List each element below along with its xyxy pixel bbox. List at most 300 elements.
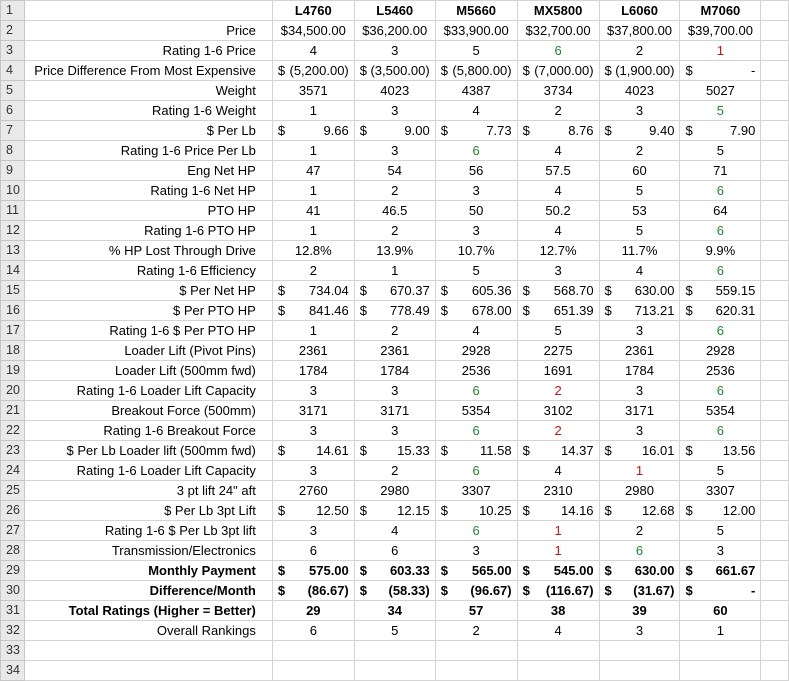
data-cell[interactable]: 71 — [680, 161, 761, 181]
data-cell[interactable]: 2980 — [599, 481, 680, 501]
empty-cell[interactable] — [761, 421, 789, 441]
data-cell[interactable]: 3 — [599, 321, 680, 341]
data-cell[interactable]: 3171 — [272, 401, 354, 421]
empty-cell[interactable] — [761, 441, 789, 461]
data-cell[interactable]: 4023 — [354, 81, 435, 101]
row-label-cell[interactable]: Rating 1-6 Weight — [24, 101, 272, 121]
row-label-cell[interactable]: Rating 1-6 PTO HP — [24, 221, 272, 241]
data-cell[interactable]: 6 — [680, 381, 761, 401]
data-cell[interactable]: 3 — [272, 381, 354, 401]
empty-cell[interactable] — [761, 241, 789, 261]
row-header[interactable]: 12 — [1, 221, 25, 241]
data-cell[interactable] — [599, 301, 680, 321]
data-cell[interactable]: 3 — [599, 381, 680, 401]
data-cell[interactable]: 6 — [680, 221, 761, 241]
data-cell[interactable] — [517, 281, 599, 301]
row-header[interactable]: 23 — [1, 441, 25, 461]
data-cell[interactable]: 5 — [599, 221, 680, 241]
data-cell[interactable]: 6 — [599, 541, 680, 561]
data-cell[interactable] — [354, 501, 435, 521]
data-cell[interactable]: 6 — [435, 421, 517, 441]
row-label-cell[interactable]: Rating 1-6 Loader Lift Capacity — [24, 461, 272, 481]
data-cell[interactable]: 1691 — [517, 361, 599, 381]
data-cell[interactable]: $32,700.00 — [517, 21, 599, 41]
data-cell[interactable]: 3171 — [354, 401, 435, 421]
data-cell[interactable]: 2 — [599, 41, 680, 61]
empty-cell[interactable] — [761, 581, 789, 601]
data-cell[interactable]: 5 — [680, 461, 761, 481]
data-cell[interactable]: 3 — [272, 521, 354, 541]
data-cell[interactable] — [354, 581, 435, 601]
data-cell[interactable] — [354, 121, 435, 141]
data-cell[interactable]: 5 — [680, 521, 761, 541]
data-cell[interactable]: 1 — [680, 621, 761, 641]
row-header[interactable]: 17 — [1, 321, 25, 341]
row-header[interactable]: 2 — [1, 21, 25, 41]
row-label-cell[interactable]: Monthly Payment — [24, 561, 272, 581]
data-cell[interactable]: 2 — [354, 221, 435, 241]
data-cell[interactable]: 47 — [272, 161, 354, 181]
data-cell[interactable] — [354, 561, 435, 581]
data-cell[interactable]: 3 — [435, 221, 517, 241]
data-cell[interactable] — [599, 501, 680, 521]
row-header[interactable]: 29 — [1, 561, 25, 581]
empty-cell[interactable] — [680, 641, 761, 661]
data-cell[interactable]: 1784 — [599, 361, 680, 381]
data-cell[interactable] — [517, 61, 599, 81]
data-cell[interactable] — [680, 581, 761, 601]
data-cell[interactable]: 2361 — [599, 341, 680, 361]
data-cell[interactable]: 5 — [435, 41, 517, 61]
row-label-cell[interactable]: $ Per Lb — [24, 121, 272, 141]
empty-cell[interactable] — [761, 221, 789, 241]
empty-cell[interactable] — [761, 41, 789, 61]
data-cell[interactable] — [435, 301, 517, 321]
row-header[interactable]: 24 — [1, 461, 25, 481]
row-label-cell[interactable]: % HP Lost Through Drive — [24, 241, 272, 261]
data-cell[interactable]: 1 — [272, 181, 354, 201]
row-label-cell[interactable]: $ Per Lb Loader lift (500mm fwd) — [24, 441, 272, 461]
data-cell[interactable]: 2 — [272, 261, 354, 281]
data-cell[interactable]: 3 — [272, 461, 354, 481]
empty-cell[interactable] — [761, 461, 789, 481]
data-cell[interactable]: 50 — [435, 201, 517, 221]
row-label-cell[interactable]: Rating 1-6 Price Per Lb — [24, 141, 272, 161]
data-cell[interactable]: 2 — [599, 521, 680, 541]
data-cell[interactable]: 46.5 — [354, 201, 435, 221]
data-cell[interactable] — [599, 61, 680, 81]
data-cell[interactable]: 2 — [354, 321, 435, 341]
data-cell[interactable]: 3307 — [680, 481, 761, 501]
empty-cell[interactable] — [761, 501, 789, 521]
data-cell[interactable]: 3 — [435, 181, 517, 201]
data-cell[interactable]: 3 — [272, 421, 354, 441]
row-label-cell[interactable]: $ Per Lb 3pt Lift — [24, 501, 272, 521]
data-cell[interactable]: 2 — [354, 461, 435, 481]
data-cell[interactable] — [680, 501, 761, 521]
data-cell[interactable]: 2 — [435, 621, 517, 641]
data-cell[interactable] — [435, 501, 517, 521]
data-cell[interactable]: 3 — [354, 381, 435, 401]
data-cell[interactable]: 6 — [435, 381, 517, 401]
data-cell[interactable] — [354, 301, 435, 321]
data-cell[interactable]: 1 — [272, 221, 354, 241]
empty-cell[interactable] — [761, 361, 789, 381]
row-header[interactable]: 8 — [1, 141, 25, 161]
data-cell[interactable]: 5354 — [680, 401, 761, 421]
empty-cell[interactable] — [761, 261, 789, 281]
row-label-cell[interactable]: Rating 1-6 Efficiency — [24, 261, 272, 281]
data-cell[interactable]: 6 — [272, 621, 354, 641]
row-header[interactable]: 1 — [1, 1, 25, 21]
data-cell[interactable]: 4 — [272, 41, 354, 61]
data-cell[interactable]: 5 — [354, 621, 435, 641]
row-label-cell[interactable]: Loader Lift (500mm fwd) — [24, 361, 272, 381]
row-header[interactable]: 32 — [1, 621, 25, 641]
data-cell[interactable]: 11.7% — [599, 241, 680, 261]
data-cell[interactable]: 2310 — [517, 481, 599, 501]
row-header[interactable]: 7 — [1, 121, 25, 141]
data-cell[interactable]: 6 — [517, 41, 599, 61]
data-cell[interactable]: 3 — [354, 141, 435, 161]
empty-cell[interactable] — [354, 641, 435, 661]
data-cell[interactable] — [272, 501, 354, 521]
data-cell[interactable] — [680, 441, 761, 461]
data-cell[interactable]: 1 — [272, 321, 354, 341]
data-cell[interactable]: 1784 — [354, 361, 435, 381]
data-cell[interactable]: 4 — [517, 461, 599, 481]
data-cell[interactable]: 4 — [435, 101, 517, 121]
data-cell[interactable]: 2361 — [272, 341, 354, 361]
row-label-cell[interactable]: Loader Lift (Pivot Pins) — [24, 341, 272, 361]
data-cell[interactable] — [435, 441, 517, 461]
empty-cell[interactable] — [761, 101, 789, 121]
data-cell[interactable] — [599, 581, 680, 601]
empty-cell[interactable] — [761, 561, 789, 581]
data-cell[interactable]: $33,900.00 — [435, 21, 517, 41]
data-cell[interactable]: 57 — [435, 601, 517, 621]
data-cell[interactable]: 41 — [272, 201, 354, 221]
data-cell[interactable]: 2928 — [435, 341, 517, 361]
data-cell[interactable]: 3307 — [435, 481, 517, 501]
data-cell[interactable]: 2361 — [354, 341, 435, 361]
row-header[interactable]: 20 — [1, 381, 25, 401]
data-cell[interactable]: 3 — [517, 261, 599, 281]
data-cell[interactable] — [517, 581, 599, 601]
empty-cell[interactable] — [761, 341, 789, 361]
data-cell[interactable]: 4 — [354, 521, 435, 541]
empty-cell[interactable] — [761, 641, 789, 661]
row-header[interactable]: 31 — [1, 601, 25, 621]
data-cell[interactable]: 3 — [680, 541, 761, 561]
empty-cell[interactable] — [761, 61, 789, 81]
empty-cell[interactable] — [761, 81, 789, 101]
data-cell[interactable]: 4387 — [435, 81, 517, 101]
data-cell[interactable]: 54 — [354, 161, 435, 181]
row-label-cell[interactable]: Difference/Month — [24, 581, 272, 601]
data-cell[interactable]: 2536 — [680, 361, 761, 381]
data-cell[interactable]: 5 — [517, 321, 599, 341]
row-header[interactable]: 4 — [1, 61, 25, 81]
data-cell[interactable] — [354, 281, 435, 301]
empty-cell[interactable] — [761, 1, 789, 21]
row-label-cell[interactable]: $ Per PTO HP — [24, 301, 272, 321]
row-label-cell[interactable]: Rating 1-6 Net HP — [24, 181, 272, 201]
empty-cell[interactable] — [435, 641, 517, 661]
data-cell[interactable]: 3734 — [517, 81, 599, 101]
data-cell[interactable]: 50.2 — [517, 201, 599, 221]
empty-cell[interactable] — [761, 21, 789, 41]
data-cell[interactable] — [599, 121, 680, 141]
data-cell[interactable] — [517, 301, 599, 321]
data-cell[interactable]: 64 — [680, 201, 761, 221]
row-label-cell[interactable]: Rating 1-6 Breakout Force — [24, 421, 272, 441]
column-header-cell[interactable]: L4760 — [272, 1, 354, 21]
row-header[interactable]: 9 — [1, 161, 25, 181]
row-header[interactable]: 3 — [1, 41, 25, 61]
empty-cell[interactable] — [761, 541, 789, 561]
data-cell[interactable]: 3 — [599, 421, 680, 441]
data-cell[interactable] — [680, 61, 761, 81]
data-cell[interactable]: $34,500.00 — [272, 21, 354, 41]
data-cell[interactable] — [435, 561, 517, 581]
empty-cell[interactable] — [761, 521, 789, 541]
data-cell[interactable]: 1 — [272, 141, 354, 161]
data-cell[interactable]: 5 — [680, 101, 761, 121]
data-cell[interactable]: 57.5 — [517, 161, 599, 181]
data-cell[interactable]: 3 — [599, 101, 680, 121]
row-label-cell[interactable]: Rating 1-6 Loader Lift Capacity — [24, 381, 272, 401]
data-cell[interactable]: 2 — [517, 381, 599, 401]
column-header-cell[interactable]: M7060 — [680, 1, 761, 21]
data-cell[interactable]: 13.9% — [354, 241, 435, 261]
row-header[interactable]: 6 — [1, 101, 25, 121]
data-cell[interactable]: 2 — [354, 181, 435, 201]
data-cell[interactable] — [517, 501, 599, 521]
data-cell[interactable]: 4023 — [599, 81, 680, 101]
data-cell[interactable]: 2275 — [517, 341, 599, 361]
data-cell[interactable] — [599, 561, 680, 581]
data-cell[interactable] — [599, 281, 680, 301]
row-header[interactable]: 28 — [1, 541, 25, 561]
data-cell[interactable]: 6 — [680, 321, 761, 341]
row-header[interactable]: 25 — [1, 481, 25, 501]
column-header-cell[interactable]: MX5800 — [517, 1, 599, 21]
data-cell[interactable]: 1 — [354, 261, 435, 281]
data-cell[interactable]: 2536 — [435, 361, 517, 381]
empty-cell[interactable] — [761, 601, 789, 621]
data-cell[interactable]: 5354 — [435, 401, 517, 421]
data-cell[interactable]: 6 — [435, 521, 517, 541]
data-cell[interactable]: 2 — [517, 421, 599, 441]
row-header[interactable]: 15 — [1, 281, 25, 301]
data-cell[interactable]: 3 — [599, 621, 680, 641]
data-cell[interactable]: 3571 — [272, 81, 354, 101]
row-label-cell[interactable] — [24, 1, 272, 21]
data-cell[interactable]: 34 — [354, 601, 435, 621]
data-cell[interactable] — [272, 441, 354, 461]
data-cell[interactable]: 39 — [599, 601, 680, 621]
row-label-cell[interactable]: Breakout Force (500mm) — [24, 401, 272, 421]
data-cell[interactable] — [354, 61, 435, 81]
data-cell[interactable]: 3171 — [599, 401, 680, 421]
data-cell[interactable]: 12.7% — [517, 241, 599, 261]
data-cell[interactable]: 5027 — [680, 81, 761, 101]
row-label-cell[interactable]: $ Per Net HP — [24, 281, 272, 301]
data-cell[interactable] — [599, 441, 680, 461]
data-cell[interactable] — [435, 121, 517, 141]
data-cell[interactable] — [680, 121, 761, 141]
data-cell[interactable]: 6 — [272, 541, 354, 561]
data-cell[interactable] — [517, 561, 599, 581]
data-cell[interactable] — [272, 301, 354, 321]
row-header[interactable]: 30 — [1, 581, 25, 601]
data-cell[interactable]: 6 — [435, 141, 517, 161]
sheet-row — [1, 21, 789, 41]
data-cell[interactable]: 53 — [599, 201, 680, 221]
empty-cell[interactable] — [761, 141, 789, 161]
row-label-cell[interactable]: Rating 1-6 $ Per Lb 3pt lift — [24, 521, 272, 541]
data-cell[interactable]: 1 — [272, 101, 354, 121]
data-cell[interactable] — [272, 61, 354, 81]
row-header[interactable]: 16 — [1, 301, 25, 321]
empty-cell[interactable] — [761, 121, 789, 141]
empty-cell[interactable] — [272, 641, 354, 661]
empty-cell[interactable] — [761, 321, 789, 341]
row-label-cell[interactable]: 3 pt lift 24" aft — [24, 481, 272, 501]
data-cell[interactable] — [680, 281, 761, 301]
row-label-cell[interactable] — [24, 641, 272, 661]
empty-cell[interactable] — [761, 301, 789, 321]
data-cell[interactable]: 1 — [599, 461, 680, 481]
data-cell[interactable] — [435, 281, 517, 301]
column-header-cell[interactable]: L6060 — [599, 1, 680, 21]
data-cell[interactable]: 1 — [517, 521, 599, 541]
data-cell[interactable]: 3 — [354, 101, 435, 121]
data-cell[interactable]: 29 — [272, 601, 354, 621]
data-cell[interactable]: 60 — [599, 161, 680, 181]
row-header[interactable]: 21 — [1, 401, 25, 421]
empty-cell[interactable] — [761, 161, 789, 181]
data-cell[interactable]: 5 — [435, 261, 517, 281]
data-cell[interactable]: 5 — [680, 141, 761, 161]
data-cell[interactable]: 4 — [517, 621, 599, 641]
data-cell[interactable]: 4 — [599, 261, 680, 281]
data-cell[interactable]: $39,700.00 — [680, 21, 761, 41]
empty-cell[interactable] — [761, 401, 789, 421]
column-header-cell[interactable]: M5660 — [435, 1, 517, 21]
data-cell[interactable]: 56 — [435, 161, 517, 181]
data-cell[interactable] — [517, 121, 599, 141]
data-cell[interactable] — [680, 301, 761, 321]
data-cell[interactable]: $37,800.00 — [599, 21, 680, 41]
empty-cell[interactable] — [761, 281, 789, 301]
currency-symbol: $ — [685, 283, 693, 298]
data-cell[interactable]: 6 — [435, 461, 517, 481]
data-cell[interactable]: 1 — [517, 541, 599, 561]
empty-cell[interactable] — [599, 641, 680, 661]
empty-cell[interactable] — [761, 181, 789, 201]
data-cell[interactable]: 2760 — [272, 481, 354, 501]
data-cell[interactable]: 9.9% — [680, 241, 761, 261]
data-cell[interactable]: 4 — [517, 181, 599, 201]
row-label-cell[interactable]: Price — [24, 21, 272, 41]
row-header[interactable]: 10 — [1, 181, 25, 201]
data-cell[interactable]: 6 — [354, 541, 435, 561]
data-cell[interactable] — [354, 441, 435, 461]
row-header[interactable]: 11 — [1, 201, 25, 221]
empty-cell[interactable] — [761, 481, 789, 501]
empty-cell[interactable] — [761, 201, 789, 221]
row-header[interactable]: 22 — [1, 421, 25, 441]
data-cell[interactable] — [517, 441, 599, 461]
data-cell[interactable]: 3 — [354, 41, 435, 61]
data-cell[interactable] — [680, 561, 761, 581]
data-cell[interactable] — [435, 581, 517, 601]
data-cell[interactable]: 10.7% — [435, 241, 517, 261]
data-cell[interactable] — [272, 581, 354, 601]
row-label-cell[interactable]: Rating 1-6 $ Per PTO HP — [24, 321, 272, 341]
data-cell[interactable]: 1784 — [272, 361, 354, 381]
data-cell[interactable]: 12.8% — [272, 241, 354, 261]
row-label-cell[interactable]: Weight — [24, 81, 272, 101]
data-cell[interactable]: 3 — [435, 541, 517, 561]
row-header[interactable]: 13 — [1, 241, 25, 261]
data-cell[interactable]: 4 — [517, 141, 599, 161]
row-label-cell[interactable]: Price Difference From Most Expensive — [24, 61, 272, 81]
data-cell[interactable]: 3102 — [517, 401, 599, 421]
row-label-cell[interactable]: Overall Rankings — [24, 621, 272, 641]
empty-cell[interactable] — [517, 641, 599, 661]
data-cell[interactable] — [272, 121, 354, 141]
empty-cell[interactable] — [761, 381, 789, 401]
row-header[interactable]: 19 — [1, 361, 25, 381]
data-cell[interactable]: 3 — [354, 421, 435, 441]
row-header[interactable]: 14 — [1, 261, 25, 281]
row-header[interactable]: 33 — [1, 641, 25, 661]
data-cell[interactable]: 2928 — [680, 341, 761, 361]
row-header[interactable]: 18 — [1, 341, 25, 361]
row-label-cell[interactable]: Total Ratings (Higher = Better) — [24, 601, 272, 621]
data-cell[interactable]: 60 — [680, 601, 761, 621]
row-header[interactable]: 34 — [1, 661, 25, 681]
data-cell[interactable]: 6 — [680, 261, 761, 281]
row-label-cell[interactable]: PTO HP — [24, 201, 272, 221]
row-header[interactable]: 27 — [1, 521, 25, 541]
data-cell[interactable]: 6 — [680, 421, 761, 441]
row-label-cell[interactable]: Eng Net HP — [24, 161, 272, 181]
row-label-cell[interactable]: Transmission/Electronics — [24, 541, 272, 561]
row-header[interactable]: 26 — [1, 501, 25, 521]
data-cell[interactable]: 2 — [599, 141, 680, 161]
data-cell[interactable] — [272, 281, 354, 301]
data-cell[interactable]: 2 — [517, 101, 599, 121]
data-cell[interactable]: 2980 — [354, 481, 435, 501]
data-cell[interactable] — [435, 61, 517, 81]
column-header-cell[interactable]: L5460 — [354, 1, 435, 21]
data-cell[interactable]: $36,200.00 — [354, 21, 435, 41]
data-cell[interactable]: 5 — [599, 181, 680, 201]
data-cell[interactable] — [272, 561, 354, 581]
row-label-cell[interactable]: Rating 1-6 Price — [24, 41, 272, 61]
data-cell[interactable]: 6 — [680, 181, 761, 201]
data-cell[interactable]: 38 — [517, 601, 599, 621]
empty-cell[interactable] — [761, 621, 789, 641]
data-cell[interactable]: 4 — [435, 321, 517, 341]
row-header[interactable]: 5 — [1, 81, 25, 101]
data-cell[interactable]: 4 — [517, 221, 599, 241]
data-cell[interactable]: 1 — [680, 41, 761, 61]
